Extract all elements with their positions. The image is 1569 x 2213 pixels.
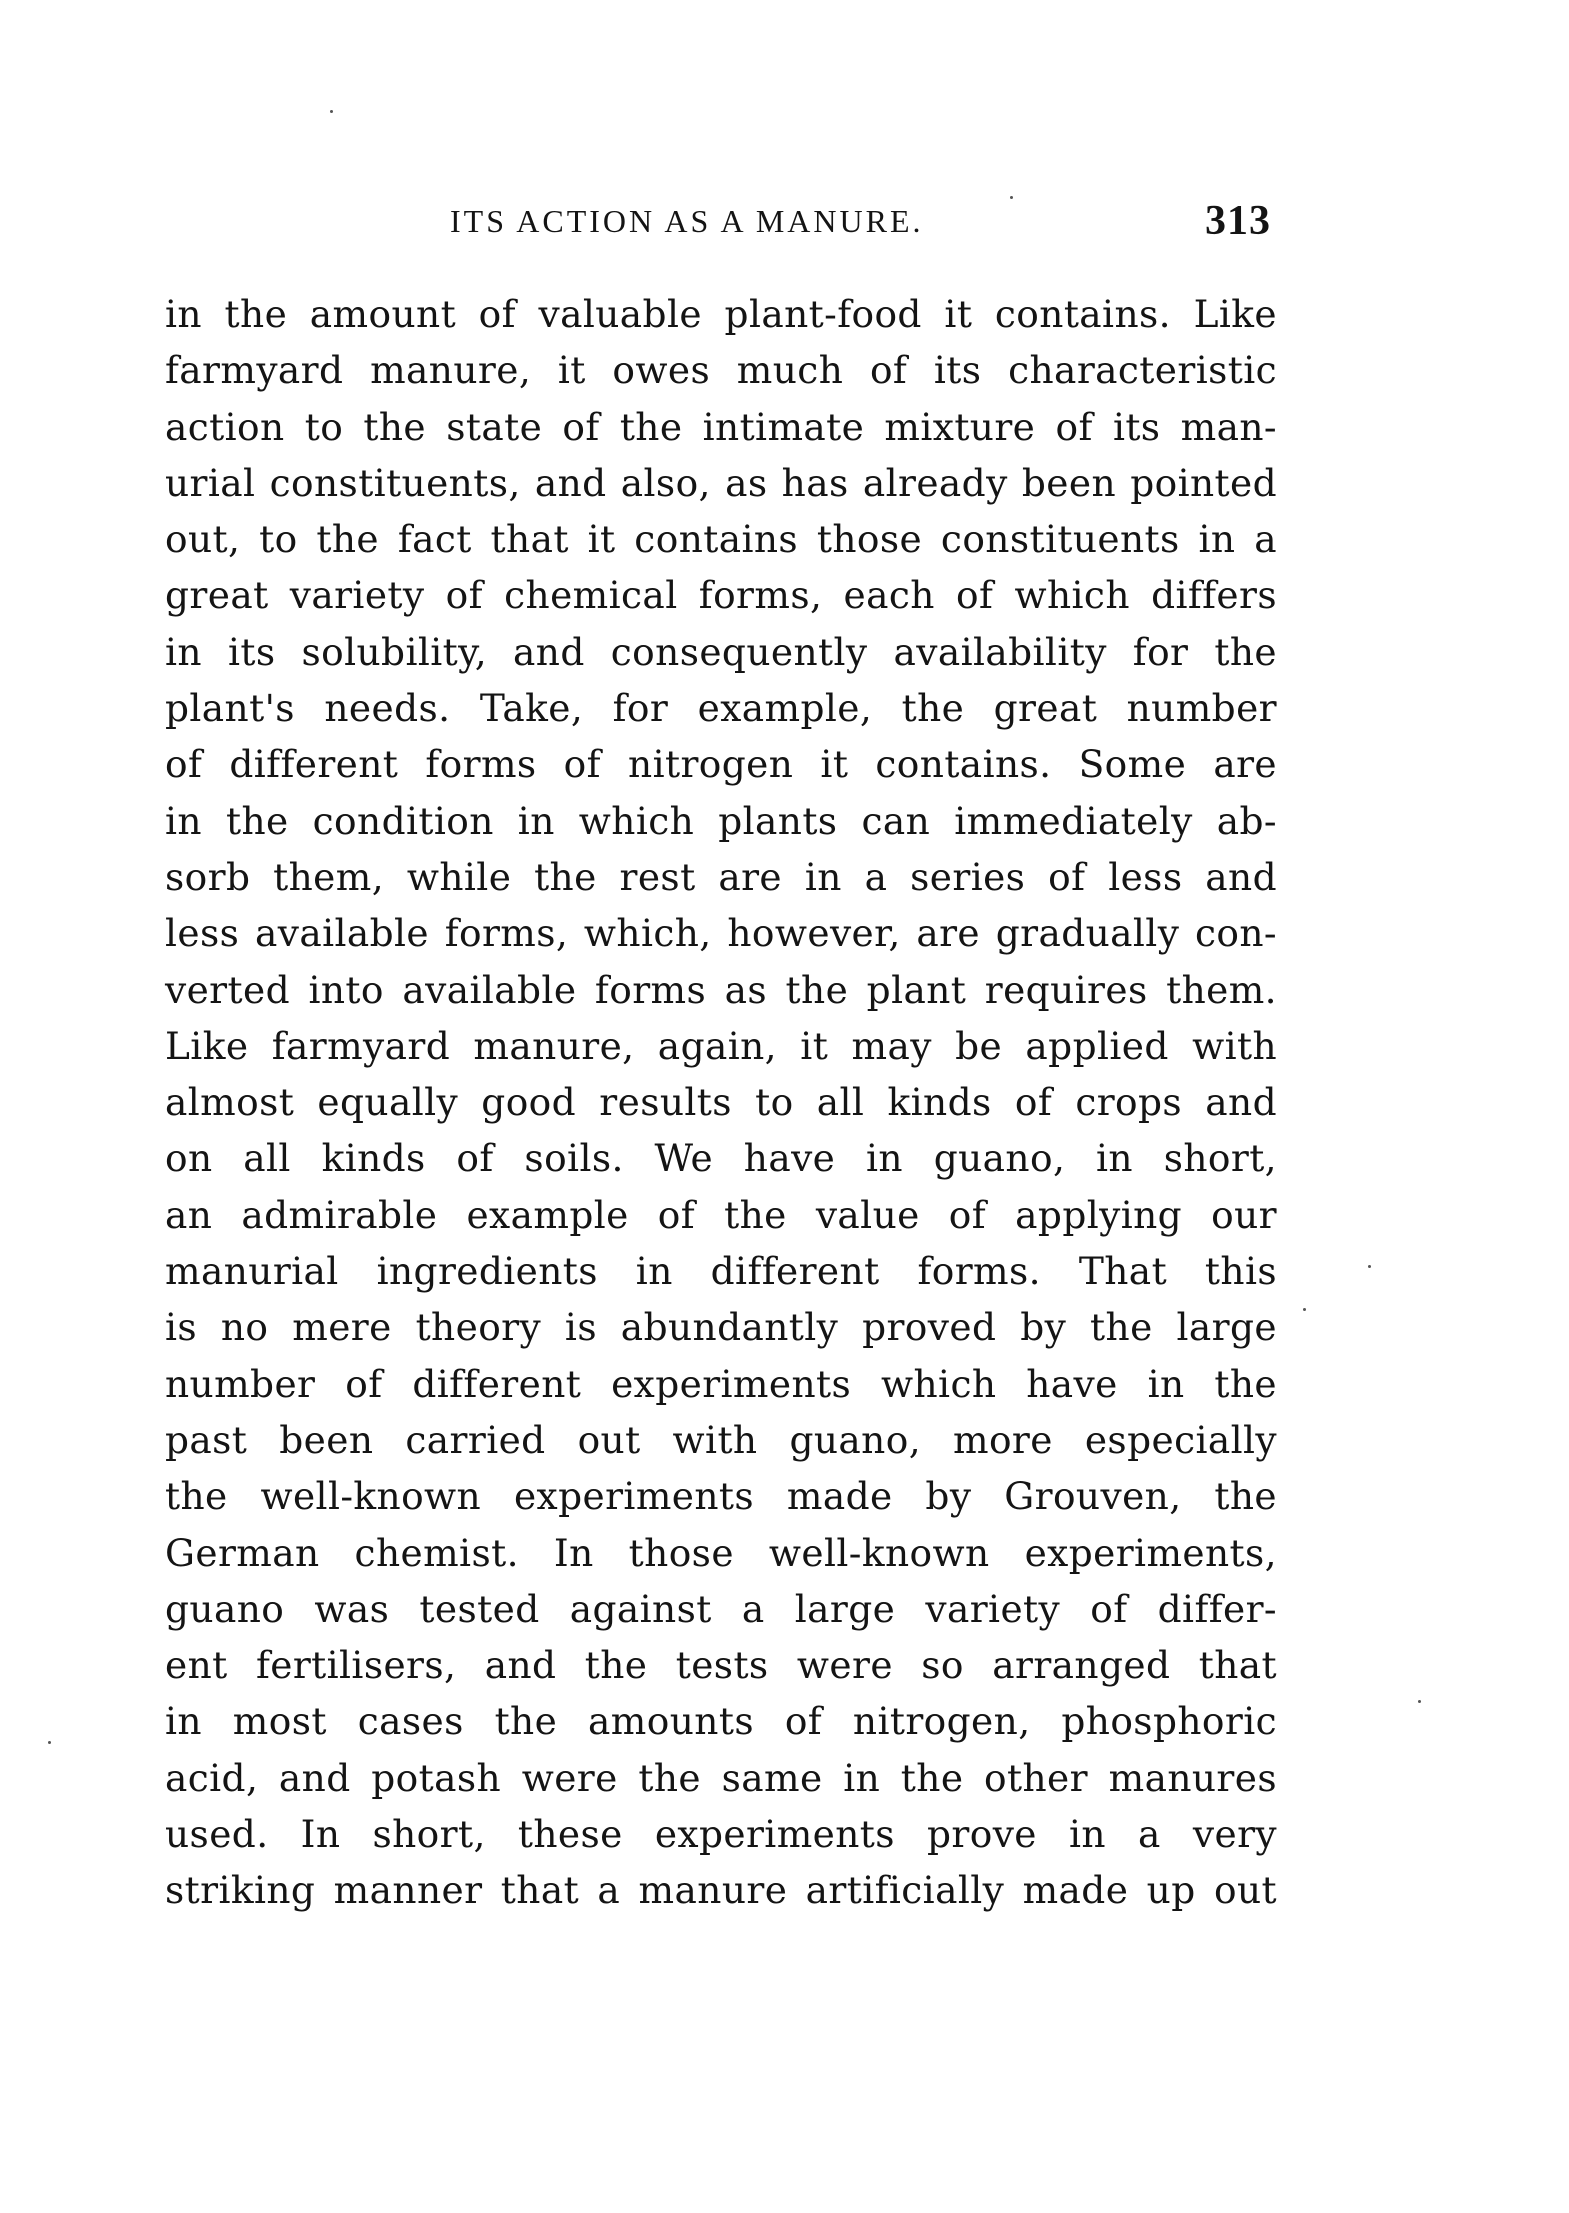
text-line: in its solubility, and consequently availability for the [165,629,1277,674]
page-header [165,196,1275,246]
scan-speck [48,1741,51,1744]
scan-speck [1418,1700,1421,1703]
text-line: past been carried out with guano, more especially [165,1417,1277,1462]
text-line: guano was tested against a large variety of differ- [165,1586,1277,1631]
text-line: the well-known experiments made by Grouven, the [165,1474,1277,1519]
text-line: urial constituents, and also, as has already been pointed [165,460,1277,505]
text-line: less available forms, which, however, are gradually con- [165,911,1277,956]
text-line: striking manner that a manure artificially made up out [165,1868,1277,1913]
scan-speck [1368,1265,1371,1268]
text-line: in the amount of valuable plant-food it contains. Like [165,292,1277,336]
text-line: almost equally good results to all kinds of crops and [165,1080,1277,1125]
text-line: out, to the fact that it contains those constituents in a [165,517,1277,562]
page-number: 313 [1205,198,1271,244]
text-line: great variety of chemical forms, each of which differs [165,573,1277,618]
scan-speck [330,110,333,113]
text-line: manurial ingredients in different forms. That this [165,1249,1277,1294]
text-line: on all kinds of soils. We have in guano, in short, [165,1136,1277,1181]
text-line: ent fertilisers, and the tests were so arranged that [165,1643,1277,1688]
text-line: used. In short, these experiments prove in a very [165,1812,1277,1857]
running-title: ITS ACTION AS A MANURE. [450,203,924,239]
body-text [165,286,1277,1919]
text-line: an admirable example of the value of applying our [165,1192,1277,1237]
text-line: is no mere theory is abundantly proved by the large [165,1305,1277,1350]
text-line: verted into available forms as the plant requires them. [165,967,1277,1012]
text-line: action to the state of the intimate mixture of its man- [165,404,1277,449]
text-line: farmyard manure, it owes much of its characteristic [165,348,1277,393]
text-line: German chemist. In those well-known experiments, [165,1530,1277,1575]
text-line: sorb them, while the rest are in a series of less and [165,854,1277,899]
scan-speck [1303,1308,1306,1311]
text-line: plant's needs. Take, for example, the great number [165,686,1277,731]
text-line: Like farmyard manure, again, it may be applied with [165,1023,1277,1068]
text-line: in most cases the amounts of nitrogen, phosphoric [165,1699,1277,1744]
text-line: in the condition in which plants can immediately ab- [165,798,1277,843]
text-line: of different forms of nitrogen it contains. Some are [165,742,1277,787]
scan-speck [1010,196,1013,199]
text-line: acid, and potash were the same in the other manures [165,1755,1277,1800]
text-line: number of different experiments which have in the [165,1361,1277,1406]
